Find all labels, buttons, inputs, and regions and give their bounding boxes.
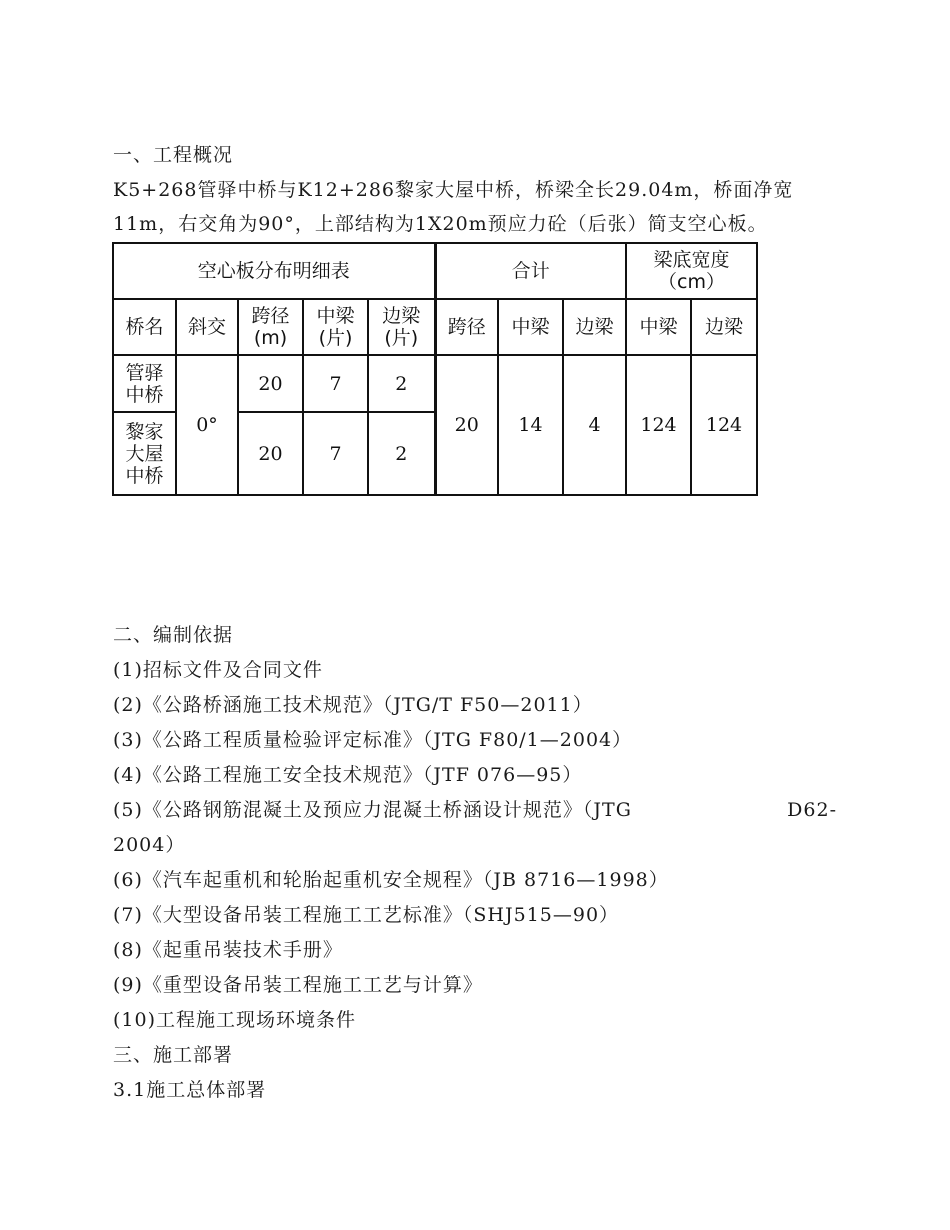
overview-paragraph-line1: K5+268管驿中桥与K12+286黎家大屋中桥，桥梁全长29.04m，桥面净宽 — [113, 179, 794, 201]
row2-name-line2: 大屋 — [125, 442, 164, 465]
basis-item-9: (9)《重型设备吊装工程施工工艺与计算》 — [113, 974, 483, 996]
row1-bridge-name — [113, 355, 176, 412]
row1-name-line2: 中桥 — [125, 383, 164, 406]
basis-item-2: (2)《公路桥涵施工技术规范》（JTG/T F50—2011） — [113, 694, 593, 716]
header-total-mid: 中梁 — [498, 299, 563, 355]
overview-paragraph-line2: 11m，右交角为90°，上部结构为1X20m预应力砼（后张）简支空心板。 — [113, 213, 768, 235]
total-span-cell: 20 — [435, 355, 498, 495]
total-mid-cell: 14 — [498, 355, 563, 495]
section-heading-overview: 一、工程概况 — [113, 144, 234, 166]
row2-edge-beam: 2 — [368, 412, 435, 495]
header-width-mid: 中梁 — [626, 299, 691, 355]
basis-item-4: (4)《公路工程施工安全技术规范》（JTF 076—95） — [113, 764, 583, 786]
row1-edge-beam: 2 — [368, 355, 435, 412]
basis-item-7: (7)《大型设备吊装工程施工工艺标准》（SHJ515—90） — [113, 904, 620, 926]
basis-item-6: (6)《汽车起重机和轮胎起重机安全规程》（JB 8716—1998） — [113, 869, 669, 891]
header-span-line2: (m) — [253, 327, 288, 349]
basis-item-5-continued: 2004） — [113, 834, 186, 856]
table-group-title-width — [626, 243, 757, 299]
row2-name-line1: 黎家 — [125, 420, 164, 443]
header-total-edge: 边梁 — [563, 299, 626, 355]
width-mid-cell: 124 — [626, 355, 691, 495]
table-group-title-total: 合计 — [435, 243, 626, 299]
row1-span: 20 — [238, 355, 303, 412]
row2-mid-beam: 7 — [303, 412, 368, 495]
header-edge-beam — [368, 299, 435, 355]
row2-bridge-name — [113, 412, 176, 495]
header-mid-line2: (片) — [318, 327, 353, 349]
section-heading-basis: 二、编制依据 — [113, 624, 234, 646]
basis-item-10: (10)工程施工现场环境条件 — [113, 1009, 357, 1031]
section-heading-deployment: 三、施工部署 — [113, 1044, 234, 1066]
header-bridge-name: 桥名 — [113, 299, 176, 355]
slab-distribution-table — [112, 242, 758, 496]
width-edge-cell: 124 — [691, 355, 757, 495]
header-mid-beam — [303, 299, 368, 355]
basis-item-3: (3)《公路工程质量检验评定标准》（JTG F80/1—2004） — [113, 729, 633, 751]
header-span-line1: 跨径 — [251, 305, 290, 327]
basis-item-5-part1: (5)《公路钢筋混凝土及预应力混凝土桥涵设计规范》（JTG — [113, 799, 632, 821]
header-total-span: 跨径 — [435, 299, 498, 355]
row2-span: 20 — [238, 412, 303, 495]
header-span — [238, 299, 303, 355]
header-skew: 斜交 — [176, 299, 238, 355]
subsection-overall-deployment: 3.1施工总体部署 — [113, 1079, 267, 1101]
basis-item-5-part2: D62- — [787, 799, 837, 821]
row1-mid-beam: 7 — [303, 355, 368, 412]
width-title-line2: （cm） — [658, 271, 725, 293]
header-edge-line1: 边梁 — [382, 305, 421, 327]
header-edge-line2: (片) — [384, 327, 419, 349]
width-title-line1: 梁底宽度 — [653, 249, 730, 271]
basis-item-1: (1)招标文件及合同文件 — [113, 659, 323, 681]
row2-name-line3: 中桥 — [125, 464, 164, 487]
header-width-edge: 边梁 — [691, 299, 757, 355]
basis-item-8: (8)《起重吊装技术手册》 — [113, 939, 343, 961]
basis-item-5 — [113, 798, 837, 822]
skew-angle-cell: 0° — [176, 355, 238, 495]
row1-name-line1: 管驿 — [125, 361, 164, 384]
table-group-title-distribution: 空心板分布明细表 — [113, 243, 435, 299]
total-edge-cell: 4 — [563, 355, 626, 495]
header-mid-line1: 中梁 — [316, 305, 355, 327]
